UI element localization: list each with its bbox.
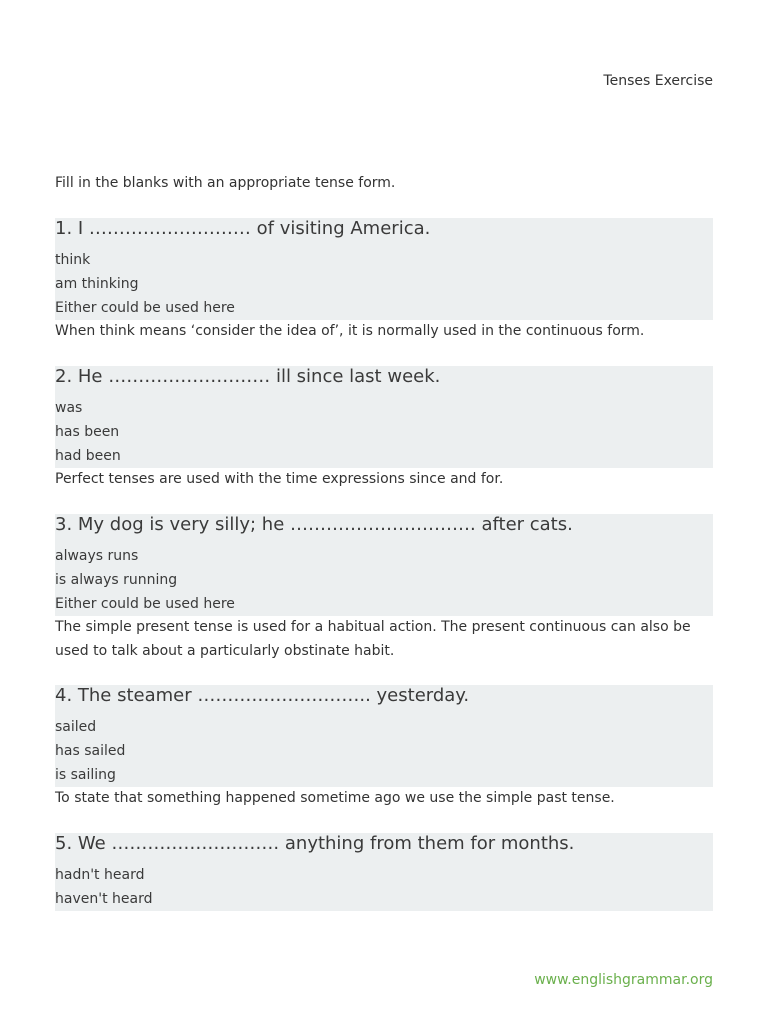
answer-option[interactable]: Either could be used here	[55, 596, 235, 612]
answer-option[interactable]: am thinking	[55, 276, 139, 292]
answer-explanation: Perfect tenses are used with the time expressions since and for.	[55, 471, 504, 487]
answer-option[interactable]: is always running	[55, 572, 178, 588]
question-box	[55, 366, 713, 468]
answer-option[interactable]: haven't heard	[55, 891, 153, 907]
answer-option[interactable]: had been	[55, 448, 121, 464]
question-1	[55, 218, 713, 344]
question-text: 5. We ………………………. anything from them for months.	[55, 833, 575, 854]
answer-option[interactable]: has sailed	[55, 743, 126, 759]
answer-option[interactable]: Either could be used here	[55, 300, 235, 316]
question-5	[55, 833, 713, 911]
page-header-title: Tenses Exercise	[603, 73, 713, 89]
question-2	[55, 366, 713, 492]
answer-option[interactable]: always runs	[55, 548, 139, 564]
answer-option[interactable]: is sailing	[55, 767, 116, 783]
question-box	[55, 218, 713, 320]
answer-explanation: To state that something happened sometime ago we use the simple past tense.	[55, 790, 615, 806]
question-text: 3. My dog is very silly; he …………………………. after cats.	[55, 514, 573, 535]
question-text: 2. He ……………………… ill since last week.	[55, 366, 441, 387]
question-box	[55, 833, 713, 911]
answer-option[interactable]: was	[55, 400, 83, 416]
question-4	[55, 685, 713, 811]
answer-option[interactable]: has been	[55, 424, 120, 440]
question-3	[55, 514, 713, 663]
answer-explanation: When think means ‘consider the idea of’, it is normally used in the continuous form.	[55, 323, 645, 339]
instructions: Fill in the blanks with an appropriate tense form.	[55, 175, 396, 191]
question-text: 4. The steamer ……………………….. yesterday.	[55, 685, 470, 706]
answer-option[interactable]: think	[55, 252, 91, 268]
answer-explanation: The simple present tense is used for a habitual action. The present continuous can also be used to talk about a particularly obstinate habit.	[55, 619, 691, 659]
answer-option[interactable]: hadn't heard	[55, 867, 145, 883]
question-text: 1. I ……………………… of visiting America.	[55, 218, 431, 239]
question-box	[55, 514, 713, 616]
question-box	[55, 685, 713, 787]
answer-option[interactable]: sailed	[55, 719, 97, 735]
footer-website-link[interactable]: www.englishgrammar.org	[534, 972, 713, 988]
